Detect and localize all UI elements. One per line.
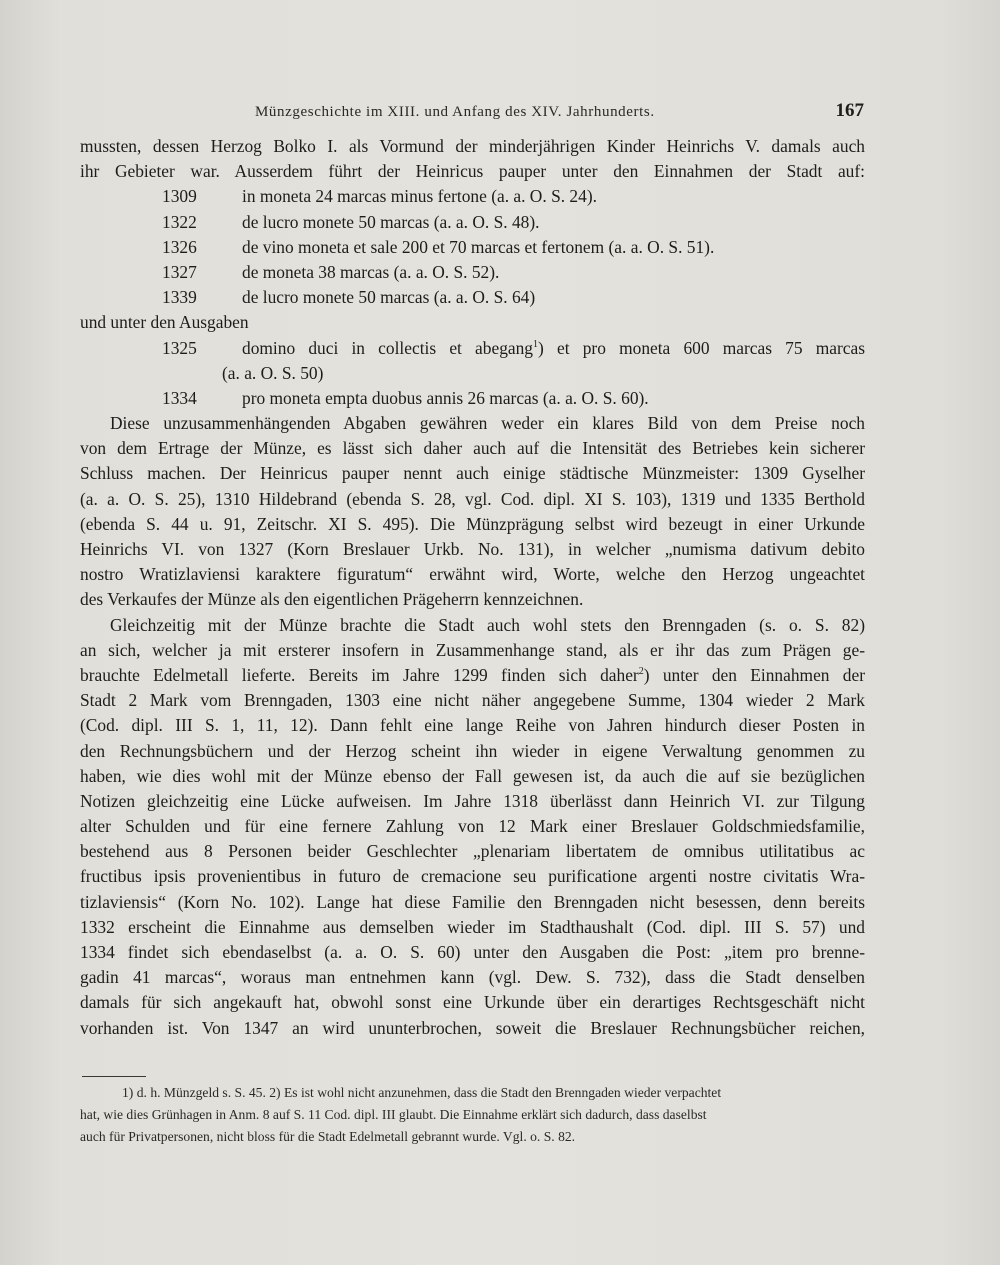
receipt-entry bbox=[80, 210, 865, 235]
receipt-entry bbox=[80, 285, 865, 310]
expense-entry bbox=[80, 336, 865, 361]
entry-text-part: ) et pro moneta 600 marcas 75 marcas bbox=[538, 337, 866, 358]
entry-continuation: (a. a. O. S. 50) bbox=[222, 362, 324, 383]
entry-year: 1309 bbox=[162, 186, 197, 207]
page-number: 167 bbox=[835, 100, 864, 121]
text-line: gadin 41 marcas“, woraus man entnehmen kann (vgl. Dew. S. 732), dass die Stadt denselben bbox=[80, 967, 865, 988]
receipt-entry bbox=[80, 184, 865, 209]
text-line: mussten, dessen Herzog Bolko I. als Vormund der minderjährigen Kinder Heinrichs V. damals auch bbox=[80, 136, 865, 156]
footnote-divider bbox=[82, 1076, 146, 1077]
text-line: tizlaviensis“ (Korn No. 102). Lange hat diese Familie den Brenngaden nicht besessen, denn bereits bbox=[80, 891, 865, 912]
entry-year: 1326 bbox=[162, 236, 197, 257]
entry-text: de moneta 38 marcas (a. a. O. S. 52). bbox=[242, 261, 500, 282]
entry-year: 1334 bbox=[162, 387, 197, 408]
text-line: Notizen gleichzeitig eine Lücke aufweisen. Im Jahre 1318 überlässt dann Heinrich VI. zur Tilgung bbox=[80, 790, 865, 811]
footnote-line: 1) d. h. Münzgeld s. S. 45. 2) Es ist wohl nicht anzunehmen, dass die Stadt den Brenngaden wieder verpachtet bbox=[122, 1085, 722, 1100]
text-line: nostro Wratizlaviensi karaktere figuratum“ erwähnt wird, Worte, welche den Herzog ungeachtet bbox=[80, 564, 865, 585]
entry-text-part: domino duci in collectis et abegang bbox=[242, 337, 533, 358]
receipt-entry bbox=[80, 235, 865, 260]
entry-text: de vino moneta et sale 200 et 70 marcas et fertonem (a. a. O. S. 51). bbox=[242, 236, 715, 257]
entry-year: 1327 bbox=[162, 261, 197, 282]
footnote-line: hat, wie dies Grünhagen in Anm. 8 auf S. 11 Cod. dipl. III glaubt. Die Einnahme erklärt sich dadurch, dass daselbst bbox=[80, 1107, 707, 1122]
text-line: (Cod. dipl. III S. 1, 11, 12). Dann fehlt eine lange Reihe von Jahren hindurch dieser Posten in bbox=[80, 715, 865, 736]
text-line: 1332 erscheint die Einnahme aus demselben wieder im Stadthaushalt (Cod. dipl. III S. 57) und bbox=[80, 916, 865, 937]
text-line: haben, wie dies wohl mit der Münze ebenso der Fall gewesen ist, da auch die auf sie bezüglichen bbox=[80, 765, 865, 786]
text-line: (a. a. O. S. 25), 1310 Hildebrand (ebenda S. 28, vgl. Cod. dipl. XI S. 103), 1319 und 1335 Berthold bbox=[80, 488, 865, 509]
footnotes bbox=[80, 1082, 865, 1148]
text-line: und unter den Ausgaben bbox=[80, 312, 249, 333]
text-line: des Verkaufes der Münze als den eigentlichen Prägeherrn kennzeichnen. bbox=[80, 589, 584, 610]
text-line: Gleichzeitig mit der Münze brachte die Stadt auch wohl stets den Brenngaden (s. o. S. 82) bbox=[110, 614, 865, 635]
entry-year: 1322 bbox=[162, 211, 197, 232]
entry-year: 1339 bbox=[162, 287, 197, 308]
text-line: den Rechnungsbüchern und der Herzog scheint ihn wieder in eigene Verwaltung genommen zu bbox=[80, 740, 865, 761]
running-title: Münzgeschichte im XIII. und Anfang des XIV. Jahrhunderts. bbox=[255, 104, 655, 120]
entry-year: 1325 bbox=[162, 337, 197, 358]
running-head bbox=[80, 100, 870, 128]
text-line: vorhanden ist. Von 1347 an wird ununterbrochen, soweit die Breslauer Rechnungsbücher reichen, bbox=[80, 1017, 865, 1038]
text-line: damals für sich angekauft hat, obwohl sonst eine Urkunde über ein derartiges Rechtsgeschäft nicht bbox=[80, 992, 865, 1013]
entry-text: de lucro monete 50 marcas (a. a. O. S. 64) bbox=[242, 287, 536, 308]
receipt-entry bbox=[80, 260, 865, 285]
text-line: alter Schulden und für eine fernere Zahlung von 12 Mark einer Breslauer Goldschmiedsfamilie, bbox=[80, 816, 865, 837]
text-line: 1334 findet sich ebendaselbst (a. a. O. S. 60) unter den Ausgaben die Post: „item pro brenne- bbox=[80, 942, 865, 962]
entry-text: pro moneta empta duobus annis 26 marcas (a. a. O. S. 60). bbox=[242, 387, 649, 408]
entry-text: de lucro monete 50 marcas (a. a. O. S. 48). bbox=[242, 211, 540, 232]
footnote-marker: 1 bbox=[533, 338, 538, 350]
text-part: brauchte Edelmetall lieferte. Bereits im Jahre 1299 finden sich daher bbox=[80, 664, 639, 685]
text-line: von dem Ertrage der Münze, es lässt sich daher auch auf die Intensität des Betriebes kein sicherer bbox=[80, 438, 865, 459]
text-part: ) unter den Einnahmen der bbox=[643, 664, 865, 685]
text-line: Schluss machen. Der Heinricus pauper nennt auch einige städtische Münzmeister: 1309 Gyselher bbox=[80, 463, 865, 484]
text-line: Diese unzusammenhängenden Abgaben gewähren weder ein klares Bild von dem Preise noch bbox=[110, 413, 865, 434]
entry-text bbox=[242, 336, 865, 361]
expense-entry bbox=[80, 386, 865, 411]
footnote-marker: 2 bbox=[638, 666, 644, 678]
text-line: Heinrichs VI. von 1327 (Korn Breslauer Urkb. No. 131), in welcher „numisma dativum debito bbox=[80, 539, 865, 559]
body-text bbox=[80, 134, 865, 1041]
text-line: bestehend aus 8 Personen beider Geschlechter „plenariam libertatem de omnibus utilitatibus ac bbox=[80, 841, 865, 862]
entry-text: in moneta 24 marcas minus fertone (a. a. O. S. 24). bbox=[242, 186, 597, 207]
text-line: Stadt 2 Mark vom Brenngaden, 1303 eine nicht näher angegebene Summe, 1304 wieder 2 Mark bbox=[80, 690, 865, 711]
text-line bbox=[80, 663, 865, 688]
text-line: ihr Gebieter war. Ausserdem führt der Heinricus pauper unter den Einnahmen der Stadt auf: bbox=[80, 161, 865, 182]
text-line: an sich, welcher ja mit ersterer insofern in Zusammenhange stand, als er ihr das zum Prägen ge- bbox=[80, 639, 865, 660]
text-line: (ebenda S. 44 u. 91, Zeitschr. XI S. 495). Die Münzprägung selbst wird bezeugt in einer Urkunde bbox=[80, 513, 865, 534]
text-line: fructibus ipsis provenientibus in futuro de cremacione seu purificatione argenti nostre civitatis Wra- bbox=[80, 866, 865, 887]
footnote-line: auch für Privatpersonen, nicht bloss für die Stadt Edelmetall gebrannt wurde. Vgl. o. S. 82. bbox=[80, 1129, 576, 1144]
